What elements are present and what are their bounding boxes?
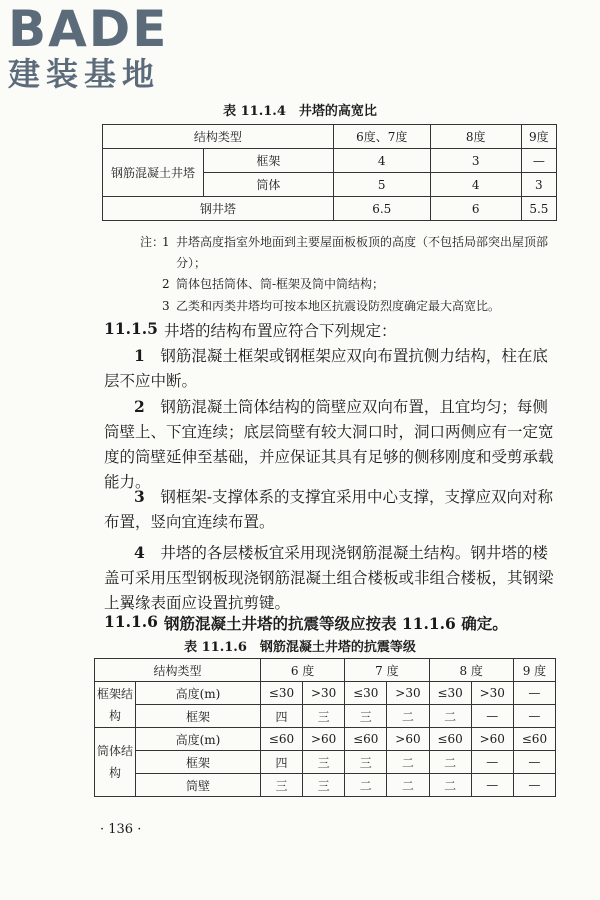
cell: 二 bbox=[429, 705, 471, 728]
note-text: 乙类和丙类井塔均可按本地区抗震设防烈度确定最大高宽比。 bbox=[176, 299, 501, 313]
rc-tower-label: 钢筋混凝土井塔 bbox=[103, 149, 204, 197]
clause-text: 钢筋混凝土筒体结构的筒壁应双向布置，且宜均匀；每侧筒壁上、下宜连续；底层筒壁有较大洞口时，洞口两侧应有一定宽度的筒壁延伸至基础，并应保证其具有足够的侧移刚度和受剪承载能力。 bbox=[104, 398, 554, 491]
note-text: 井塔高度指室外地面到主要屋面板板顶的高度（不包括局部突出屋顶部分）； bbox=[176, 235, 549, 270]
cell: 三 bbox=[303, 705, 345, 728]
header-degree-8: 8度 bbox=[430, 125, 521, 149]
note-number: 1 bbox=[162, 235, 170, 249]
row-label: 高度(m) bbox=[136, 682, 261, 705]
table-row bbox=[95, 728, 556, 751]
cell: >60 bbox=[471, 728, 513, 751]
table-row bbox=[95, 774, 556, 797]
clause-item bbox=[104, 343, 554, 394]
cell: — bbox=[471, 774, 513, 797]
clause-text: 钢筋混凝土框架或钢框架应双向布置抗侧力结构，柱在底层不应中断。 bbox=[104, 347, 548, 390]
cell: — bbox=[471, 751, 513, 774]
logo-subtitle: 建装基地 bbox=[8, 55, 161, 93]
row-label: 框架 bbox=[136, 705, 261, 728]
cell: 三 bbox=[345, 751, 387, 774]
cell: 四 bbox=[260, 705, 302, 728]
cell: 5.5 bbox=[521, 197, 556, 221]
header-degree-7: 7 度 bbox=[345, 659, 429, 682]
page-number: · 136 · bbox=[100, 822, 142, 837]
cell: — bbox=[513, 682, 555, 705]
table-row bbox=[95, 682, 556, 705]
note-text: 筒体包括筒体、筒-框架及筒中筒结构； bbox=[176, 277, 385, 291]
cell: 4 bbox=[430, 173, 521, 197]
row-label: 钢井塔 bbox=[103, 197, 334, 221]
clause-number: 2 bbox=[134, 397, 145, 416]
header-degree-6: 6 度 bbox=[260, 659, 344, 682]
brand-logo bbox=[8, 0, 178, 93]
row-label: 框架 bbox=[204, 149, 334, 173]
clause-item bbox=[104, 540, 554, 616]
cell: ≤60 bbox=[513, 728, 555, 751]
notes-prefix: 注： bbox=[140, 235, 165, 249]
seismic-grade-table bbox=[94, 658, 556, 797]
cell: ≤30 bbox=[260, 682, 302, 705]
cell: ≤30 bbox=[345, 682, 387, 705]
cell: 二 bbox=[429, 751, 471, 774]
header-degree-8: 8 度 bbox=[429, 659, 513, 682]
table-row bbox=[103, 197, 557, 221]
cell: >30 bbox=[387, 682, 429, 705]
cell: 二 bbox=[387, 751, 429, 774]
cell: ≤30 bbox=[429, 682, 471, 705]
note-number: 3 bbox=[162, 299, 170, 313]
logo-brand-text: BADE bbox=[8, 0, 169, 58]
table1-caption: 表 11.1.4 井塔的高宽比 bbox=[223, 104, 377, 119]
frame-structure-label: 框架结构 bbox=[95, 682, 136, 728]
table-row bbox=[103, 125, 557, 149]
header-structure-type: 结构类型 bbox=[103, 125, 334, 149]
cell: ≤60 bbox=[345, 728, 387, 751]
cell: — bbox=[471, 705, 513, 728]
cell: ≤60 bbox=[429, 728, 471, 751]
row-label: 高度(m) bbox=[136, 728, 261, 751]
table-row bbox=[95, 659, 556, 682]
cell: 6.5 bbox=[333, 197, 430, 221]
table2-caption: 表 11.1.6 钢筋混凝土井塔的抗震等级 bbox=[184, 640, 416, 655]
cell: 3 bbox=[430, 149, 521, 173]
cell: >30 bbox=[471, 682, 513, 705]
tube-structure-label: 筒体结构 bbox=[95, 728, 136, 797]
cell: 6 bbox=[430, 197, 521, 221]
cell: — bbox=[513, 705, 555, 728]
clause-text: 井塔的各层楼板宜采用现浇钢筋混凝土结构。钢井塔的楼盖可采用压型钢板现浇钢筋混凝土组合楼板或非组合楼板，其钢梁上翼缘表面应设置抗剪键。 bbox=[104, 544, 554, 612]
clause-text: 钢框架-支撑体系的支撑宜采用中心支撑，支撑应双向对称布置，竖向宜连续布置。 bbox=[104, 488, 554, 531]
cell: — bbox=[513, 774, 555, 797]
row-label: 框架 bbox=[136, 751, 261, 774]
cell: 三 bbox=[303, 774, 345, 797]
cell: 5 bbox=[333, 173, 430, 197]
cell: 二 bbox=[345, 774, 387, 797]
row-label: 筒体 bbox=[204, 173, 334, 197]
cell: 二 bbox=[429, 774, 471, 797]
header-degree-9: 9 度 bbox=[513, 659, 555, 682]
header-structure-type: 结构类型 bbox=[95, 659, 261, 682]
cell: 四 bbox=[260, 751, 302, 774]
table-row bbox=[95, 705, 556, 728]
cell: 二 bbox=[387, 705, 429, 728]
cell: >30 bbox=[303, 682, 345, 705]
cell: 二 bbox=[387, 774, 429, 797]
height-width-ratio-table bbox=[102, 124, 557, 221]
header-degree-6-7: 6度、7度 bbox=[333, 125, 430, 149]
section-title: 钢筋混凝土井塔的抗震等级应按表 11.1.6 确定。 bbox=[164, 614, 508, 633]
cell: 3 bbox=[521, 173, 556, 197]
section-title: 井塔的结构布置应符合下列规定： bbox=[164, 322, 397, 340]
cell: >60 bbox=[303, 728, 345, 751]
clause-item bbox=[104, 394, 554, 495]
cell: 4 bbox=[333, 149, 430, 173]
clause-number: 4 bbox=[134, 543, 145, 562]
header-degree-9: 9度 bbox=[521, 125, 556, 149]
clause-number: 3 bbox=[134, 487, 145, 506]
cell: 三 bbox=[345, 705, 387, 728]
section-number: 11.1.5 bbox=[104, 319, 158, 338]
row-label: 筒壁 bbox=[136, 774, 261, 797]
clause-number: 1 bbox=[134, 346, 145, 365]
cell: 三 bbox=[303, 751, 345, 774]
table-row bbox=[95, 751, 556, 774]
table-row bbox=[103, 149, 557, 173]
section-number: 11.1.6 bbox=[104, 612, 158, 631]
note-number: 2 bbox=[162, 277, 170, 291]
clause-item bbox=[104, 484, 554, 535]
cell: — bbox=[521, 149, 556, 173]
cell: 三 bbox=[260, 774, 302, 797]
cell: ≤60 bbox=[260, 728, 302, 751]
cell: — bbox=[513, 751, 555, 774]
cell: >60 bbox=[387, 728, 429, 751]
